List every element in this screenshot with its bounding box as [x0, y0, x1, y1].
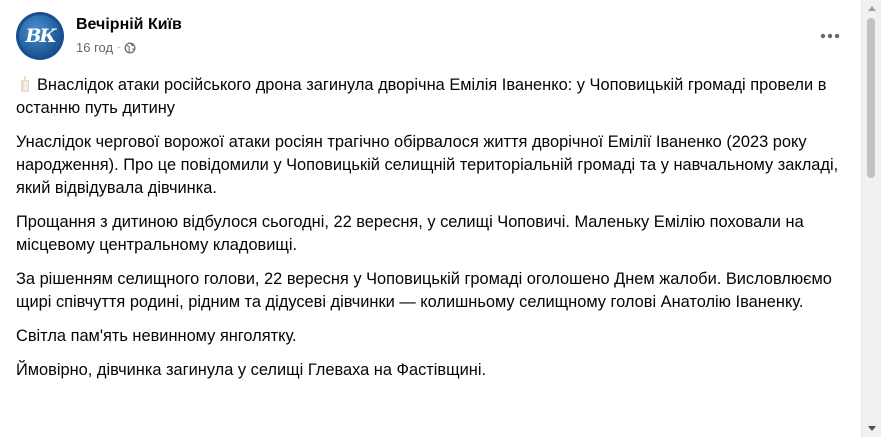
scroll-thumb[interactable]: [867, 18, 875, 178]
post-paragraph: Ймовірно, дівчинка загинула у селищі Глеваха на Фастівщині.: [16, 361, 487, 379]
arrow-up-icon: [868, 6, 876, 11]
post-paragraph: За рішенням селищного голови, 22 вересня у Чоповицькій громаді оголошено Днем жалоби. Висловлюємо щирі співчуття родині, рідним та дідусеві дівчинки — колишньому селищному голові Анатолію Іваненку.: [16, 270, 832, 311]
scroll-up-button[interactable]: [862, 0, 881, 17]
post-header: [16, 12, 846, 60]
vertical-scrollbar[interactable]: [861, 0, 881, 437]
post-headline: Внаслідок атаки російського дрона загинула дворічна Емілія Іваненко: у Чоповицькій громаді провели в останню путь дитину: [16, 76, 827, 117]
meta-separator: ·: [117, 42, 121, 53]
post-timestamp[interactable]: 16 год: [76, 40, 114, 55]
post-content: [16, 74, 854, 393]
page-name-link[interactable]: Вечірній Київ: [76, 16, 182, 33]
scroll-down-button[interactable]: [862, 420, 881, 437]
avatar[interactable]: [16, 12, 64, 60]
arrow-down-icon: [868, 426, 876, 431]
more-options-icon: [820, 33, 840, 39]
post-meta: [76, 40, 136, 55]
candle-icon: [16, 75, 34, 93]
post-paragraph: Прощання з дитиною відбулося сьогодні, 22 вересня, у селищі Чоповичі. Маленьку Емілію поховали на місцевому центральному кладовищі.: [16, 213, 804, 254]
avatar-logo: ВК: [19, 15, 61, 57]
post-paragraph: Світла пам'ять невинному янголятку.: [16, 327, 297, 345]
more-options-button[interactable]: [814, 20, 846, 52]
post-headline-paragraph: [16, 74, 854, 120]
post-paragraph: Унаслідок чергової ворожої атаки росіян трагічно обірвалося життя дворічної Емілії Іваненко (2023 року народження). Про це повідомили у Чоповицькій селищній територіальній громаді та у навчальному закладі, який відвідувала дівчинка.: [16, 133, 839, 197]
globe-icon[interactable]: [124, 42, 136, 54]
